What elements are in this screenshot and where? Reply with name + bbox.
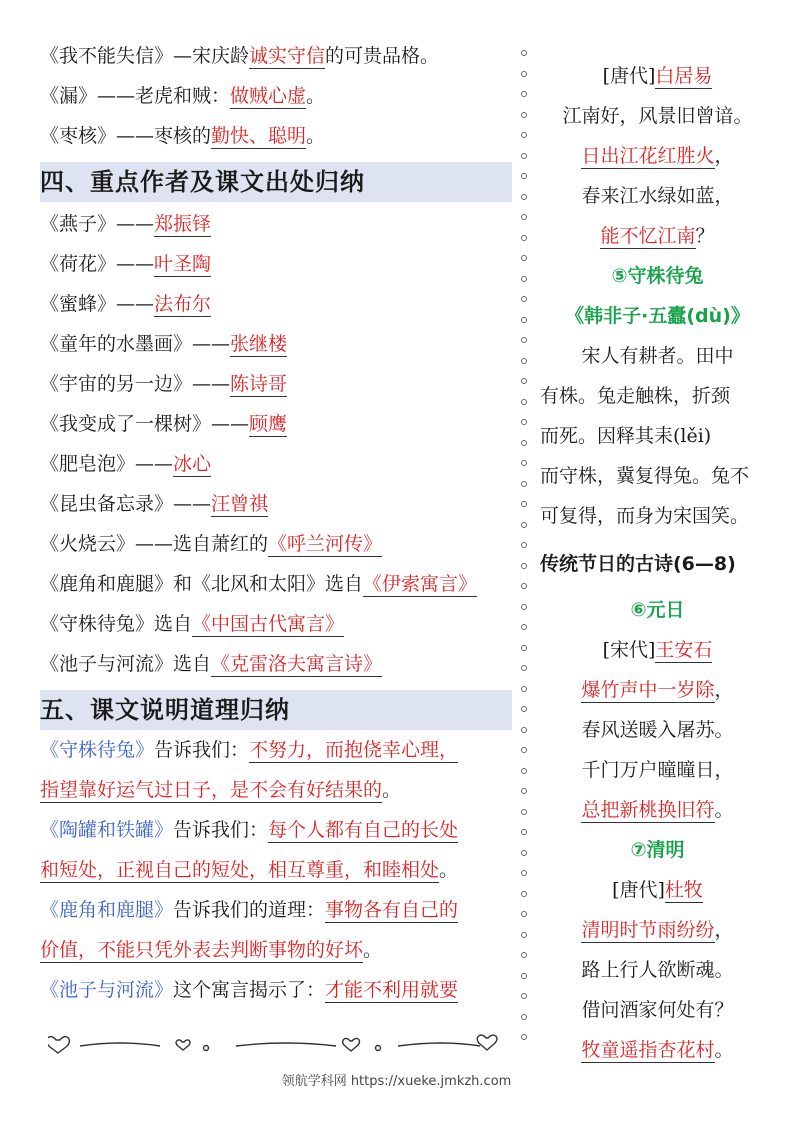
lesson-paragraph: 《池子与河流》这个寓言揭示了：才能不利用就要	[40, 979, 459, 1001]
poem-author-line: [唐代]杜牧	[612, 879, 703, 901]
section-title: 传统节日的古诗(6—8)	[540, 553, 736, 575]
poem-line: 总把新桃换旧符。	[581, 799, 734, 821]
answer: 郑振铎	[154, 213, 212, 235]
top-lines	[40, 42, 512, 162]
lesson-paragraph: 《守株待兔》告诉我们：不努力，而抱侥幸心理， 指望靠好运气过日子，是不会有好结果的。	[40, 739, 459, 801]
poem-line: 爆竹声中一岁除，	[581, 679, 734, 701]
answer: 做贼心虚	[230, 85, 307, 107]
list-item: 《枣核》——枣核的勤快、聪明。	[40, 125, 326, 147]
footer-watermark: 领航学科网 https://xueke.jmkzh.com	[281, 1074, 512, 1089]
list-item: 《我变成了一棵树》——顾鹰	[40, 413, 288, 435]
column-divider	[520, 50, 528, 1060]
answer: 《呼兰河传》	[268, 533, 383, 555]
answer: 《克雷洛夫寓言诗》	[211, 653, 383, 675]
right-column	[540, 56, 775, 1070]
list-item: 《蜜蜂》——法布尔	[40, 293, 212, 315]
answer: 法布尔	[154, 293, 212, 315]
lesson-paragraph: 《鹿角和鹿腿》告诉我们的道理：事物各有自己的 价值，不能只凭外表去判断事物的好坏。	[40, 899, 459, 961]
list-item: 《燕子》——郑振铎	[40, 213, 212, 235]
list-item: 《鹿角和鹿腿》和《北风和太阳》选自《伊索寓言》	[40, 573, 478, 595]
section-5-heading: 五、课文说明道理归纳	[40, 690, 512, 730]
poem-author-line: [唐代]白居易	[602, 65, 713, 87]
answer: 诚实守信	[249, 45, 326, 67]
poem-author-line: [宋代]王安石	[602, 639, 713, 661]
story-line: 宋人有耕者。田中	[581, 345, 734, 367]
lessons-list	[40, 730, 512, 1010]
poem-line: 江南好，风景旧曾谙。	[562, 105, 753, 127]
lesson-paragraph: 《陶罐和铁罐》告诉我们：每个人都有自己的长处 和短处，正视自己的短处，相互尊重，和睦相处。	[40, 819, 459, 881]
poem-title: ⑥元日	[630, 599, 685, 621]
poem-line: 清明时节雨纷纷，	[581, 919, 734, 941]
answer: 冰心	[173, 453, 212, 475]
answer: 勤快、聪明	[211, 125, 307, 147]
story-line: 而死。因释其耒(lěi)	[540, 425, 712, 447]
story-title: ⑤守株待兔	[611, 265, 704, 287]
answer: 《中国古代寓言》	[192, 613, 345, 635]
authors-list	[40, 210, 512, 690]
list-item: 《宇宙的另一边》——陈诗哥	[40, 373, 288, 395]
poem-line: 日出江花红胜火，	[581, 145, 734, 167]
answer: 《伊索寓言》	[363, 573, 478, 595]
list-item: 《我不能失信》—宋庆龄诚实守信的可贵品格。	[40, 45, 440, 67]
poem-line: 能不忆江南？	[600, 225, 715, 247]
story-line: 有株。兔走触株，折颈	[540, 385, 731, 407]
answer: 顾鹰	[249, 413, 288, 435]
list-item: 《荷花》——叶圣陶	[40, 253, 212, 275]
poem-title: ⑦清明	[630, 839, 685, 861]
poem-line: 借问酒家何处有？	[581, 999, 734, 1021]
list-item: 《漏》——老虎和贼：做贼心虚。	[40, 85, 326, 107]
list-item: 《肥皂泡》——冰心	[40, 453, 212, 475]
poem-line: 千门万户曈曈日，	[581, 759, 734, 781]
poem-line: 牧童遥指杏花村。	[581, 1039, 734, 1061]
poem-line: 春风送暖入屠苏。	[581, 719, 734, 741]
answer: 陈诗哥	[230, 373, 288, 395]
poem-line: 路上行人欲断魂。	[581, 959, 734, 981]
left-column	[40, 42, 512, 1010]
poem-line: 春来江水绿如蓝，	[581, 185, 734, 207]
list-item: 《池子与河流》选自《克雷洛夫寓言诗》	[40, 653, 383, 675]
list-item: 《守株待兔》选自《中国古代寓言》	[40, 613, 345, 635]
story-source: 《韩非子·五蠹(dù)》	[565, 305, 750, 327]
answer: 叶圣陶	[154, 253, 212, 275]
answer: 张继楼	[230, 333, 288, 355]
section-4-heading: 四、重点作者及课文出处归纳	[40, 162, 512, 202]
list-item: 《童年的水墨画》——张继楼	[40, 333, 288, 355]
story-line: 可复得，而身为宋国笑。	[540, 505, 750, 527]
list-item: 《昆虫备忘录》——汪曾祺	[40, 493, 269, 515]
list-item: 《火烧云》——选自萧红的《呼兰河传》	[40, 533, 383, 555]
answer: 汪曾祺	[211, 493, 269, 515]
decorative-hearts-line	[48, 1028, 508, 1058]
story-line: 而守株，冀复得兔。兔不	[540, 465, 750, 487]
